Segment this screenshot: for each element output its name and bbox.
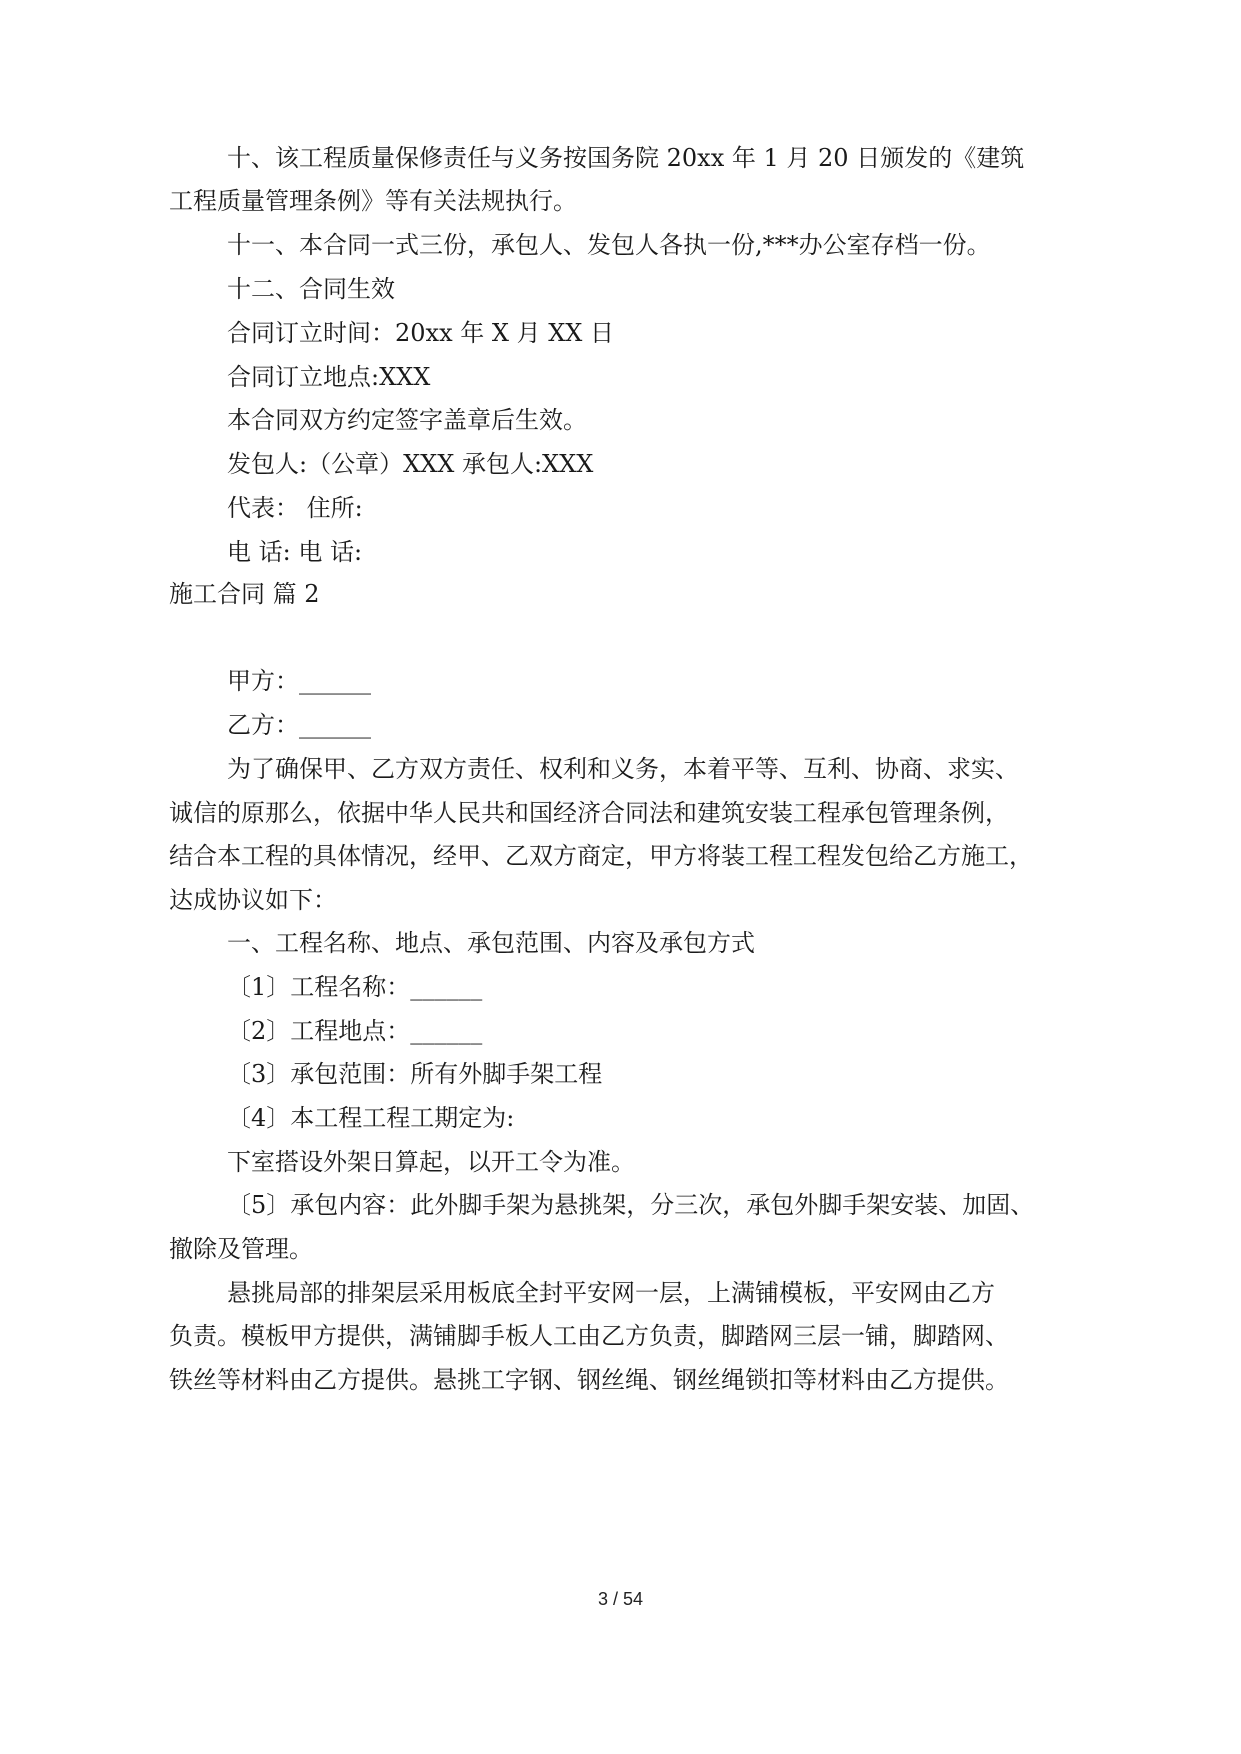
- intro-line-1: 为了确保甲、乙方双方责任、权利和义务，本着平等、互利、协商、求实、: [227, 755, 1019, 783]
- sub-item-4-detail: 下室搭设外架日算起，以开工令为准。: [227, 1148, 635, 1176]
- clause-10-line-1: 十、该工程质量保修责任与义务按国务院 20xx 年 1 月 20 日颁发的《建筑: [227, 144, 1025, 172]
- intro-line-3: 结合本工程的具体情况，经甲、乙双方商定，甲方将装工程工程发包给乙方施工，: [169, 842, 1033, 870]
- phone-line: 电 话: 电 话:: [227, 538, 363, 566]
- paragraph-line-2: 负责。模板甲方提供，满铺脚手板人工由乙方负责，脚踏网三层一铺，脚踏网、: [169, 1322, 1009, 1350]
- intro-line-4: 达成协议如下：: [169, 886, 337, 914]
- contract-place: 合同订立地点:XXX: [227, 363, 431, 391]
- page-number: 3 / 54: [597, 1589, 644, 1609]
- item-1-title: 一、工程名称、地点、承包范围、内容及承包方式: [227, 929, 755, 957]
- contract-date: 合同订立时间：20xx 年 X 月 XX 日: [227, 319, 615, 347]
- sub-item-5-line-2: 撤除及管理。: [169, 1235, 313, 1263]
- intro-line-2: 诚信的原那么，依据中华人民共和国经济合同法和建筑安装工程承包管理条例，: [169, 799, 1009, 827]
- party-b: 乙方：______: [227, 711, 371, 739]
- sub-item-4: 〔4〕本工程工程工期定为:: [227, 1104, 515, 1132]
- sub-item-5-line-1: 〔5〕承包内容：此外脚手架为悬挑架，分三次，承包外脚手架安装、加固、: [227, 1191, 1035, 1219]
- sub-item-3: 〔3〕承包范围：所有外脚手架工程: [227, 1060, 603, 1088]
- sub-item-2: 〔2〕工程地点：______: [227, 1017, 483, 1045]
- clause-10-line-2: 工程质量管理条例》等有关法规执行。: [169, 187, 577, 215]
- party-a: 甲方：______: [227, 667, 371, 695]
- contract-parties: 发包人:（公章）XXX 承包人:XXX: [227, 450, 594, 478]
- section-heading: 施工合同 篇 2: [169, 580, 320, 608]
- sub-item-1: 〔1〕工程名称：______: [227, 973, 483, 1001]
- paragraph-line-3: 铁丝等材料由乙方提供。悬挑工字钢、钢丝绳、钢丝绳锁扣等材料由乙方提供。: [169, 1366, 1009, 1394]
- clause-11: 十一、本合同一式三份，承包人、发包人各执一份,***办公室存档一份。: [227, 231, 991, 259]
- paragraph-line-1: 悬挑局部的排架层采用板底全封平安网一层，上满铺模板，平安网由乙方: [227, 1279, 995, 1307]
- representative-line: 代表： 住所:: [227, 494, 363, 522]
- contract-effect: 本合同双方约定签字盖章后生效。: [227, 406, 587, 434]
- clause-12: 十二、合同生效: [227, 275, 395, 303]
